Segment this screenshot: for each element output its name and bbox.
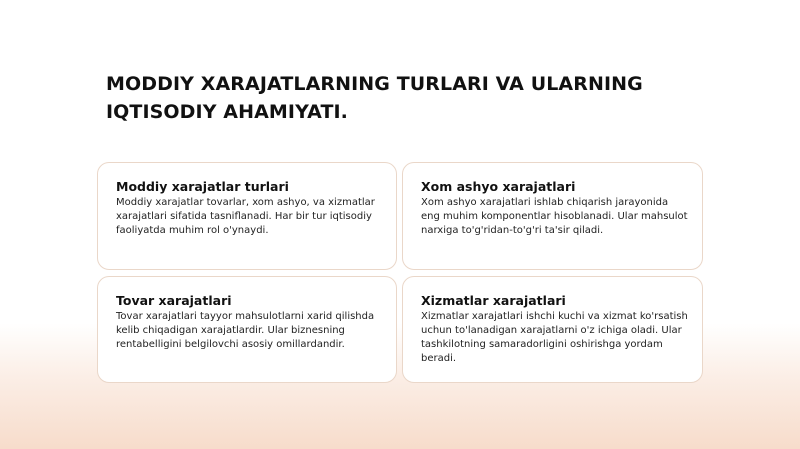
card-body: Tovar xarajatlari tayyor mahsulotlarni xarid qilishda kelib chiqadigan xarajatlardir. Ular biznesning rentabelligini belgilovchi asosiy omillardandir. bbox=[116, 311, 375, 350]
card-title: Moddiy xarajatlar turlari bbox=[116, 179, 289, 194]
card-xom-ashyo-xarajatlari bbox=[402, 162, 703, 270]
card-title: Xizmatlar xarajatlari bbox=[421, 293, 566, 308]
card-title: Xom ashyo xarajatlari bbox=[421, 179, 576, 194]
card-body: Xizmatlar xarajatlari ishchi kuchi va xizmat ko'rsatish uchun to'lanadigan xarajatlarni o'z ichiga oladi. Ular tashkilotning samaradorligini oshirishga yordam beradi. bbox=[421, 311, 688, 364]
card-moddiy-xarajatlar-turlari bbox=[97, 162, 397, 270]
card-body: Xom ashyo xarajatlari ishlab chiqarish jarayonida eng muhim komponentlar hisoblanadi. Ular mahsulot narxiga to'g'ridan-to'g'ri ta'sir qiladi. bbox=[421, 197, 688, 236]
card-body: Moddiy xarajatlar tovarlar, xom ashyo, va xizmatlar xarajatlari sifatida tasniflanadi. Har bir tur iqtisodiy faoliyatda muhim rol o'ynaydi. bbox=[116, 197, 375, 236]
card-title: Tovar xarajatlari bbox=[116, 293, 232, 308]
slide-title: MODDIY XARAJATLARNING TURLARI VA ULARNING IQTISODIY AHAMIYATI. bbox=[106, 73, 643, 123]
card-tovar-xarajatlari bbox=[97, 276, 397, 383]
card-xizmatlar-xarajatlari bbox=[402, 276, 703, 383]
